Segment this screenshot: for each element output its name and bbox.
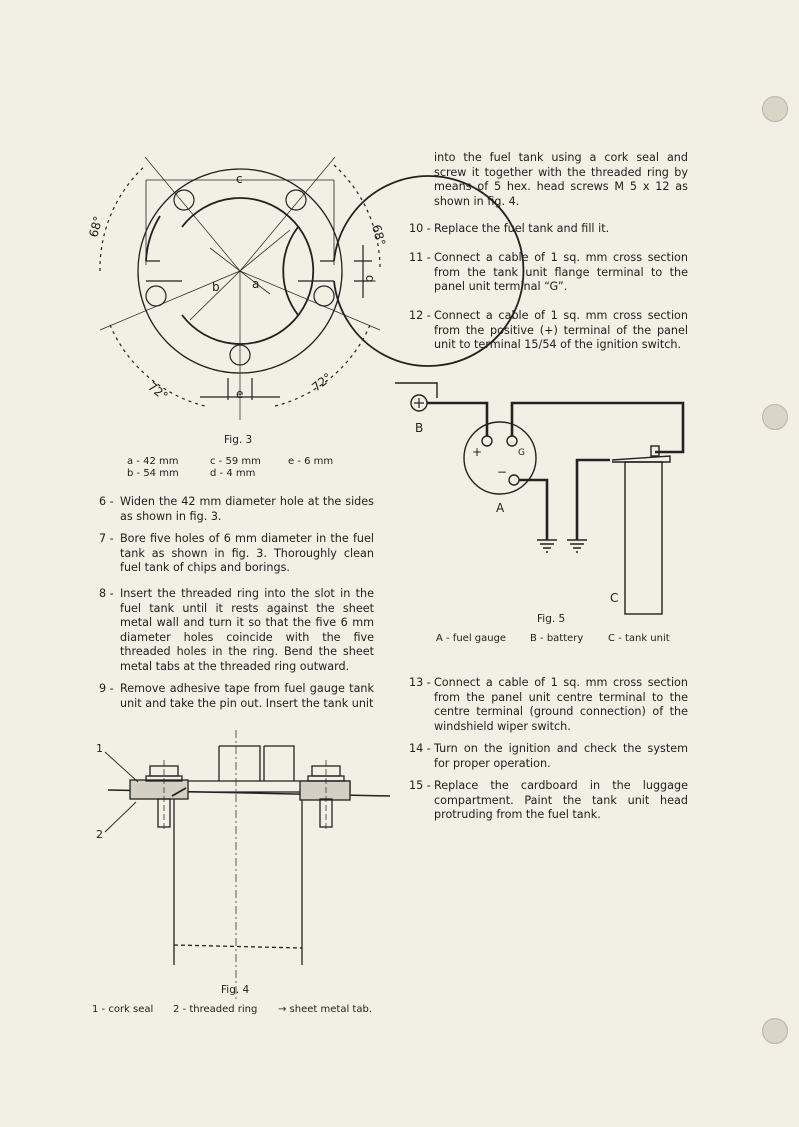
- fig3-label-a: a: [252, 277, 260, 291]
- fig3-label-c: c: [236, 172, 243, 186]
- step-number: 14 -: [409, 742, 431, 755]
- fig3-caption: Fig. 3: [224, 434, 253, 446]
- fig4-legend-1: 1 - cork seal: [92, 1004, 154, 1015]
- step-text: Replace the fuel tank and fill it.: [434, 222, 610, 235]
- step-15: [409, 779, 688, 825]
- step-text: Connect a cable of 1 sq. mm cross section from the positive (+) terminal of the panel unit to terminal 15/54 of the ignition switch.: [434, 309, 688, 352]
- fig4-callout-2: 2: [96, 828, 103, 841]
- step-number: 9 -: [99, 682, 114, 695]
- fig3-label-e: e: [236, 387, 244, 401]
- fig3-label-d: d: [363, 275, 377, 283]
- fig3-label-b: b: [212, 280, 220, 294]
- fig5-terminal-plus: +: [472, 445, 483, 459]
- fig3-legend-c: c - 59 mm: [210, 456, 261, 467]
- step-9-continuation: into the fuel tank using a cork seal and screw it together with the threaded ring by means of 5 hex. head screws M 5 x 12 as shown in fig. 4.: [434, 151, 688, 208]
- fig3-angle-right: 68°: [369, 223, 389, 248]
- step-text: Connect a cable of 1 sq. mm cross section from the panel unit centre terminal to the centre terminal (ground connection) of the windshield wiper switch.: [434, 676, 688, 733]
- fig3-legend-b: b - 54 mm: [127, 468, 179, 479]
- step-number: 11 -: [409, 251, 431, 264]
- fig5-terminal-g: G: [518, 448, 525, 458]
- fig4-callout-1: 1: [96, 742, 103, 755]
- step-number: 15 -: [409, 779, 431, 792]
- fig4-legend-arrow: → sheet metal tab.: [278, 1004, 372, 1015]
- fig3-legend-d: d - 4 mm: [210, 468, 256, 479]
- step-number: 10 -: [409, 222, 431, 235]
- step-text: Widen the 42 mm diameter hole at the sides as shown in fig. 3.: [120, 495, 374, 523]
- fig5-legend-c: C - tank unit: [608, 633, 670, 644]
- step-13: [409, 676, 688, 736]
- step-text: Bore five holes of 6 mm diameter in the fuel tank as shown in fig. 3. Thoroughly clean fuel tank of chips and borings.: [120, 532, 374, 575]
- step-number: 12 -: [409, 309, 431, 322]
- fig3-legend-a: a - 42 mm: [127, 456, 179, 467]
- fig5-legend-a: A - fuel gauge: [436, 633, 507, 644]
- fig5-label-b: B: [415, 421, 424, 435]
- fig4-caption: Fig. 4: [221, 984, 250, 996]
- fig3-legend-e: e - 6 mm: [288, 456, 334, 467]
- fig3-angle-bottom-left: 72°: [145, 379, 171, 404]
- step-number: 8 -: [99, 587, 114, 600]
- fig5-label-c: C: [610, 591, 619, 605]
- step-text: Replace the cardboard in the luggage compartment. Paint the tank unit head protruding from the fuel tank.: [434, 779, 688, 822]
- fig3-angle-bottom-right: 72°: [309, 370, 335, 395]
- step-number: 7 -: [99, 532, 114, 545]
- step-text: Connect a cable of 1 sq. mm cross section from the tank unit flange terminal to the panel unit terminal “G”.: [434, 251, 688, 294]
- step-text: Remove adhesive tape from fuel gauge tank unit and take the pin out. Insert the tank unit: [120, 682, 374, 710]
- step-14: [409, 742, 688, 774]
- fig3-angle-left: 68°: [86, 214, 106, 239]
- fig5-terminal-minus: −: [497, 465, 508, 479]
- step-text: Turn on the ignition and check the system for proper operation.: [434, 742, 688, 770]
- fig5-legend-b: B - battery: [530, 633, 584, 644]
- step-text: Insert the threaded ring into the slot in the fuel tank until it rests against the sheet metal wall and turn it so that the five 6 mm diameter holes coincide with the five threaded holes in the ring. Bend the sheet metal tabs at the threaded ring outward.: [120, 587, 374, 673]
- fig4-legend-2: 2 - threaded ring: [173, 1004, 258, 1015]
- fig5-label-a: A: [496, 501, 505, 515]
- step-number: 13 -: [409, 676, 431, 689]
- step-number: 6 -: [99, 495, 114, 508]
- fig5-caption: Fig. 5: [537, 613, 566, 625]
